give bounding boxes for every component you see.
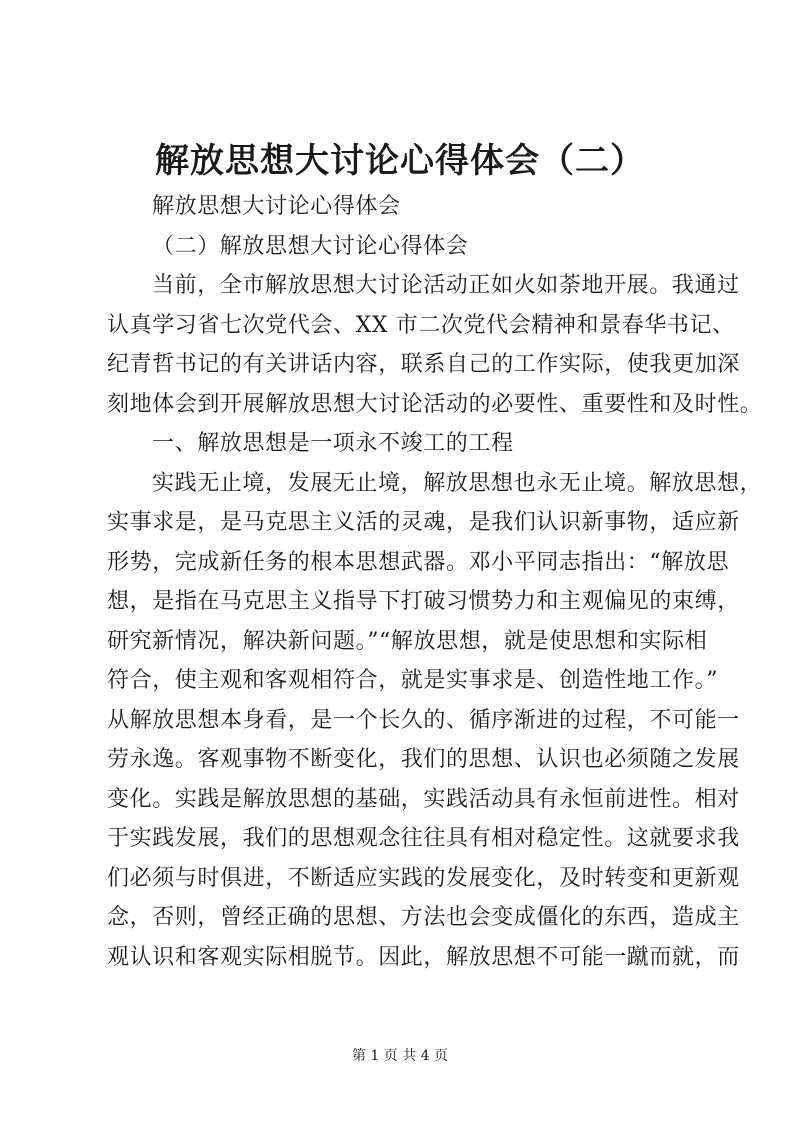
paragraph-line: 实事求是，是马克思主义活的灵魂，是我们认识新事物，适应新 bbox=[107, 510, 740, 535]
paragraph-line: 从解放思想本身看，是一个长久的、循序渐进的过程，不可能一 bbox=[107, 708, 740, 733]
paragraph-line: 念，否则，曾经正确的思想、方法也会变成僵化的东西，造成主 bbox=[107, 905, 740, 930]
paragraph-line: 当前，全市解放思想大讨论活动正如火如荼地开展。我通过 bbox=[152, 273, 740, 298]
paragraph-line: 认真学习省七次党代会、XX 市二次党代会精神和景春华书记、 bbox=[107, 313, 735, 338]
paragraph-line: 观认识和客观实际相脱节。因此，解放思想不可能一蹴而就，而 bbox=[107, 945, 740, 970]
subtitle-line: 解放思想大讨论心得体会 bbox=[152, 194, 401, 219]
paragraph-line: 们必须与时俱进，不断适应实践的发展变化，及时转变和更新观 bbox=[107, 866, 740, 891]
paragraph-line: 于实践发展，我们的思想观念往往具有相对稳定性。这就要求我 bbox=[107, 826, 740, 851]
paragraph-line: 想，是指在马克思主义指导下打破习惯势力和主观偏见的束缚， bbox=[107, 589, 740, 614]
paragraph-line: 实践无止境，发展无止境，解放思想也永无止境。解放思想， bbox=[152, 471, 763, 496]
paragraph-line: 刻地体会到开展解放思想大讨论活动的必要性、重要性和及时性。 bbox=[107, 392, 763, 417]
section-heading: 一、解放思想是一项永不竣工的工程 bbox=[152, 431, 514, 456]
page-number: 第 1 页 共 4 页 bbox=[351, 1048, 449, 1064]
document-title: 解放思想大讨论心得体会（二） bbox=[155, 141, 645, 181]
paragraph-line: 形势，完成新任务的根本思想武器。邓小平同志指出：“解放思 bbox=[107, 550, 730, 575]
section-heading: （二）解放思想大讨论心得体会 bbox=[152, 234, 469, 259]
paragraph-line: 符合，使主观和客观相符合，就是实事求是、创造性地工作。” bbox=[107, 668, 719, 693]
paragraph-line: 变化。实践是解放思想的基础，实践活动具有永恒前进性。相对 bbox=[107, 787, 740, 812]
paragraph-line: 研究新情况，解决新问题。”“解放思想，就是使思想和实际相 bbox=[107, 629, 708, 654]
paragraph-line: 纪青哲书记的有关讲话内容，联系自己的工作实际，使我更加深 bbox=[107, 352, 740, 377]
paragraph-line: 劳永逸。客观事物不断变化，我们的思想、认识也必须随之发展 bbox=[107, 747, 740, 772]
